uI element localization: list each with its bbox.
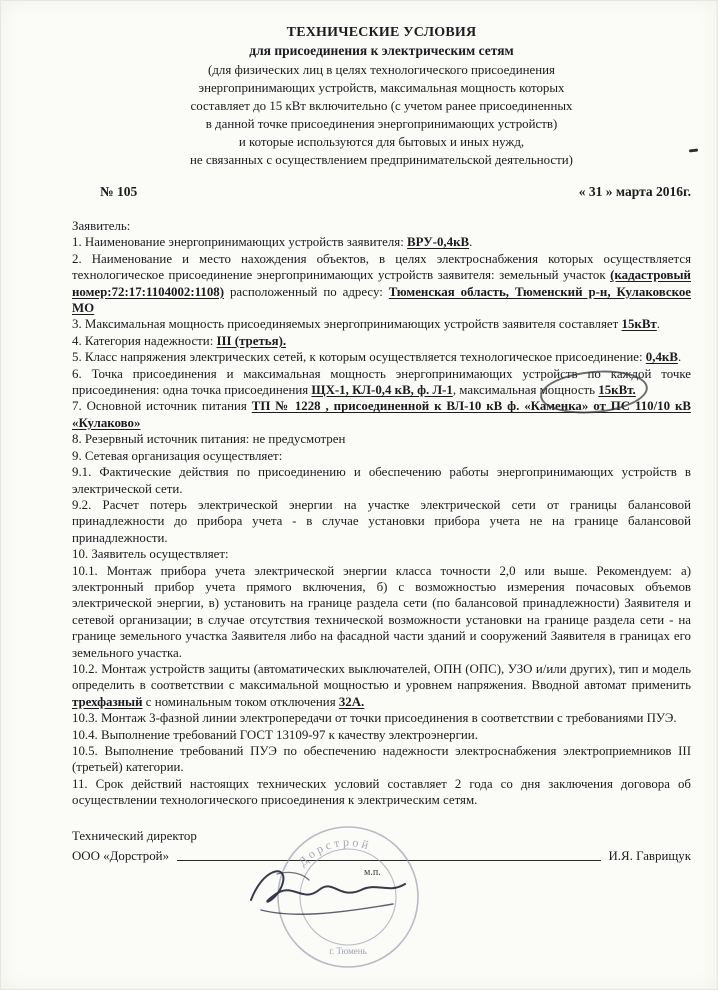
item-10: 10. Заявитель осуществляет: xyxy=(72,547,229,562)
item-1 xyxy=(72,234,691,250)
item-4-text: 4. Категория надежности: xyxy=(72,333,217,348)
item-3-text: 3. Максимальная мощность присоединяемых энергопринимающих устройств заявителя составляет xyxy=(72,317,622,332)
item-5 xyxy=(72,349,691,365)
document-header xyxy=(72,25,691,169)
item-5-text: 5. Класс напряжения электрических сетей, к которым осуществляется технологическое присоединение: xyxy=(72,350,646,365)
item-6-connection-point: ЩХ-1, КЛ-0,4 кВ, ф. Л-1 xyxy=(311,383,453,398)
item-1-text: 1. Наименование энергопринимающих устройств заявителя: xyxy=(72,235,408,250)
document-body xyxy=(72,218,691,809)
stamp-text-top: Дорстрой xyxy=(295,834,374,869)
item-10-2-current-value: 32А. xyxy=(338,694,365,709)
item-10-3: 10.3. Монтаж 3-фазной линии электропередачи от точки присоединения в соответствии с требованиями ПУЭ. xyxy=(72,711,677,726)
item-2 xyxy=(72,251,691,317)
item-1-value: ВРУ-0,4кВ xyxy=(407,235,470,250)
item-2-mid: расположенный по адресу: xyxy=(224,284,389,299)
doc-date: « 31 » марта 2016г. xyxy=(578,184,691,199)
item-9: 9. Сетевая организация осуществляет: xyxy=(72,448,283,463)
item-5-post: . xyxy=(677,350,682,365)
item-8: 8. Резервный источник питания: не предусмотрен xyxy=(72,432,346,447)
item-3 xyxy=(72,316,691,332)
item-10-2-text: 10.2. Монтаж устройств защиты (автоматических выключателей, ОПН (ОПС), УЗО и/или других), тип и модель определить в соответствии с максимальной мощностью и уровнем напряжения. Вводной автомат применить xyxy=(72,661,691,693)
doc-description-line: и которые используются для бытовых и иных нужд, xyxy=(238,135,525,149)
item-2-text: 2. Наименование и место нахождения объектов, в целях электроснабжения которых осуществляется технологическое присоединение энергопринимающих устройств заявителя: земельный участок xyxy=(72,251,691,283)
document-meta-row xyxy=(72,184,691,200)
item-4-category-value: III (третья). xyxy=(216,333,287,348)
doc-number: № 105 xyxy=(100,184,138,199)
doc-description-line: (для физических лиц в целях технологического присоединения xyxy=(208,63,555,77)
item-6-power-value-circled: 15кВт. xyxy=(598,383,636,398)
signature-row xyxy=(72,847,691,864)
item-4 xyxy=(72,333,691,349)
applicant-label: Заявитель: xyxy=(72,219,131,233)
item-10-2 xyxy=(72,661,691,710)
item-7 xyxy=(72,398,691,431)
doc-description-line: составляет до 15 кВт включительно (с учетом ранее присоединенных xyxy=(190,99,573,113)
item-10-2-mid: с номинальным током отключения xyxy=(142,694,339,709)
item-10-1: 10.1. Монтаж прибора учета электрической энергии класса точности 2,0 или выше. Рекомендуем: а) электронный прибор учета прямого включения, б) с возможностью измерения почасовых объемов электрической энергии, в) установить на границе раздела сети (по балансовой принадлежности) Заявителя и сетевой организации; в случае отсутствия технической возможности установки на границе раздела сети - на границе земельного участка Заявителя либо на фасадной части зданий и сооружений Заявителя в границах его земельного участка. xyxy=(72,563,691,660)
doc-description-line: энергопринимающих устройств, максимальная мощность которых xyxy=(198,81,565,95)
item-3-post: . xyxy=(656,317,660,332)
item-7-power-source: ТП № 1228 , присоединенной к ВЛ-10 кВ ф. «Каменка» от ПС 110/10 кВ «Кулаково» xyxy=(72,399,691,430)
item-3-power-value: 15кВт xyxy=(621,317,657,332)
doc-description xyxy=(72,61,691,169)
item-2-address: Тюменская область, Тюменский р-н, Кулаковское МО xyxy=(72,284,692,316)
company-name: ООО «Дорстрой» xyxy=(72,848,170,863)
pen-mark xyxy=(689,149,698,152)
item-5-voltage-value: 0,4кВ xyxy=(645,350,678,365)
doc-subtitle: для присоединения к электрическим сетям xyxy=(249,43,514,58)
item-10-4: 10.4. Выполнение требований ГОСТ 13109-97 к качеству электроэнергии. xyxy=(72,727,478,742)
item-6 xyxy=(72,366,691,399)
item-1-post: . xyxy=(469,235,473,250)
doc-title: ТЕХНИЧЕСКИЕ УСЛОВИЯ xyxy=(286,25,477,40)
item-9-2: 9.2. Расчет потерь электрической энергии на участке электрической сети от границы балансовой принадлежности до прибора учета - в случае установки прибора учета не на границе балансовой принадлежности. xyxy=(72,497,691,545)
item-2-cadastral-number: (кадастровый номер:72:17:1104002:1108) xyxy=(72,268,691,299)
item-10-2-phase-value: трехфазный xyxy=(72,694,143,709)
doc-description-line: не связанных с осуществлением предпринимательской деятельности) xyxy=(190,153,573,167)
stamp-text-bottom: г. Тюмень xyxy=(329,946,367,956)
director-title: Технический директор xyxy=(72,828,197,843)
doc-description-line: в данной точке присоединения энергопринимающих устройств) xyxy=(205,117,558,131)
signature-line xyxy=(177,847,600,861)
item-6-text: 6. Точка присоединения и максимальная мощность энергопринимающих устройств по каждой точке присоединения: одна точка присоединения xyxy=(72,366,691,398)
signature-block xyxy=(72,829,691,878)
seal-place-note: м.п. xyxy=(364,866,381,878)
item-10-5: 10.5. Выполнение требований ПУЭ по обеспечению надежности электроснабжения электроприемников III (третьей) категории. xyxy=(72,744,691,775)
item-6-mid: , максимальная мощность xyxy=(452,383,599,398)
item-9-1: 9.1. Фактические действия по присоединению и обеспечению работы энергопринимающих устройств в электрической сети. xyxy=(72,465,691,496)
item-7-text: 7. Основной источник питания xyxy=(72,399,252,414)
item-11: 11. Срок действий настоящих технических условий составляет 2 года со дня заключения договора об осуществлении технологического присоединения к электрическим сетям. xyxy=(72,776,691,808)
signer-name: И.Я. Гаврищук xyxy=(608,848,691,863)
